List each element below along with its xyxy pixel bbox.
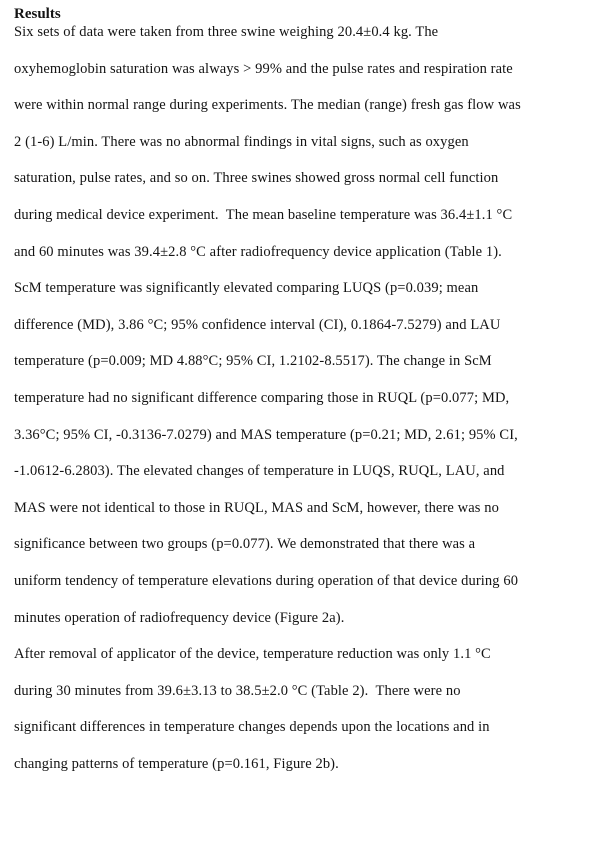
text-line: difference (MD), 3.86 °C; 95% confidence interval (CI), 0.1864-7.5279) and LAU [14, 316, 501, 333]
text-line: temperature (p=0.009; MD 4.88°C; 95% CI, 1.2102-8.5517). The change in ScM [14, 353, 492, 370]
text-line: 2 (1-6) L/min. There was no abnormal findings in vital signs, such as oxygen [14, 133, 469, 150]
text-line: significant differences in temperature changes depends upon the locations and in [14, 719, 490, 736]
text-line: significance between two groups (p=0.077). We demonstrated that there was a [14, 536, 476, 553]
text-line: oxyhemoglobin saturation was always > 99% and the pulse rates and respiration rate [14, 60, 513, 77]
text-line: changing patterns of temperature (p=0.161, Figure 2b). [14, 755, 339, 772]
section-heading: Results [14, 6, 61, 22]
text-line: minutes operation of radiofrequency device (Figure 2a). [14, 609, 345, 626]
text-line: ScM temperature was significantly elevated comparing LUQS (p=0.039; mean [14, 280, 479, 297]
text-line: were within normal range during experiments. The median (range) fresh gas flow was [14, 97, 521, 114]
text-line: 3.36°C; 95% CI, -0.3136-7.0279) and MAS temperature (p=0.21; MD, 2.61; 95% CI, [14, 426, 518, 443]
text-line: during 30 minutes from 39.6±3.13 to 38.5±2.0 °C (Table 2). There were no [14, 682, 461, 699]
text-line: MAS were not identical to those in RUQL, MAS and ScM, however, there was no [14, 499, 499, 516]
text-line: during medical device experiment. The mean baseline temperature was 36.4±1.1 °C [14, 206, 513, 223]
results-paragraph-1 [14, 14, 586, 636]
text-line: temperature had no significant difference comparing those in RUQL (p=0.077; MD, [14, 389, 510, 406]
text-line: saturation, pulse rates, and so on. Three swines showed gross normal cell function [14, 170, 499, 187]
results-paragraph-2 [14, 636, 586, 782]
text-line: uniform tendency of temperature elevations during operation of that device during 60 [14, 572, 519, 589]
text-line: After removal of applicator of the device, temperature reduction was only 1.1 °C [14, 646, 491, 663]
text-line: -1.0612-6.2803). The elevated changes of temperature in LUQS, RUQL, LAU, and [14, 463, 505, 480]
text-line: and 60 minutes was 39.4±2.8 °C after radiofrequency device application (Table 1). [14, 243, 502, 260]
text-line: Six sets of data were taken from three swine weighing 20.4±0.4 kg. The [14, 24, 439, 40]
